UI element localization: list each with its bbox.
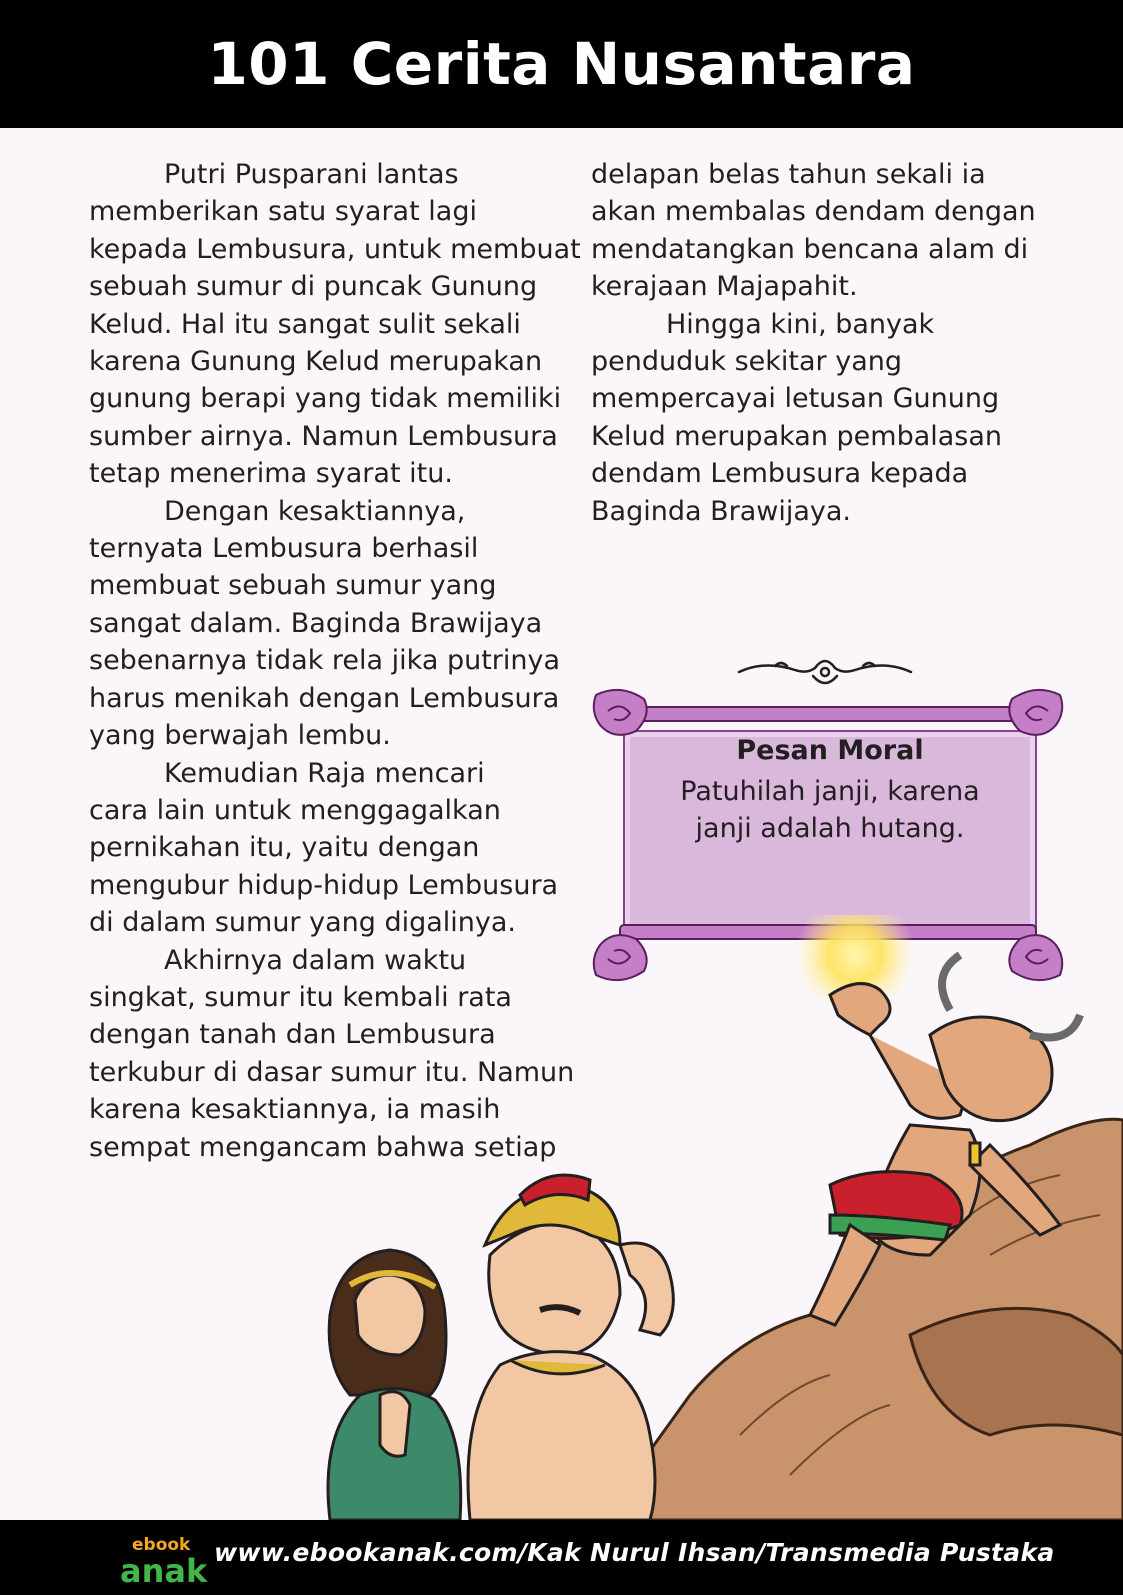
text-line: sumber airnya. Namun Lembusura <box>89 420 558 452</box>
moral-line: Patuhilah janji, karena <box>680 776 980 807</box>
text-line: Kelud merupakan pembalasan <box>591 420 1003 452</box>
ebookanak-logo-icon <box>120 1528 212 1588</box>
text-line: sebuah sumur di puncak Gunung <box>89 271 538 303</box>
text-line: yang berwajah lembu. <box>89 720 391 752</box>
text-line: tetap menerima syarat itu. <box>89 458 453 490</box>
text-line: akan membalas dendam dengan <box>591 196 1036 228</box>
text-line: dendam Lembusura kepada <box>591 458 969 490</box>
text-line: Putri Pusparani lantas <box>164 159 459 190</box>
text-line: ternyata Lembusura berhasil <box>89 533 479 565</box>
story-column-right <box>591 156 1061 530</box>
text-line: sangat dalam. Baginda Brawijaya <box>89 607 543 639</box>
text-line: sempat mengancam bahwa setiap <box>89 1131 557 1163</box>
logo-text-top: ebook <box>132 1535 191 1555</box>
text-line: harus menikah dengan Lembusura <box>89 682 560 714</box>
text-line: gunung berapi yang tidak memiliki <box>89 383 562 415</box>
moral-line: janji adalah hutang. <box>695 813 965 844</box>
text-line: kerajaan Majapahit. <box>591 271 858 303</box>
text-line: dengan tanah dan Lembusura <box>89 1019 496 1051</box>
text-line: penduduk sekitar yang <box>591 346 902 378</box>
text-line: Hingga kini, banyak <box>666 308 935 340</box>
text-line: Baginda Brawijaya. <box>591 495 851 527</box>
page-header <box>0 0 1123 128</box>
text-line: mempercayai letusan Gunung <box>591 383 1000 415</box>
text-line: singkat, sumur itu kembali rata <box>89 981 512 1013</box>
text-line: di dalam sumur yang digalinya. <box>89 907 517 939</box>
book-title: 101 Cerita Nusantara <box>207 30 916 98</box>
text-line: membuat sebuah sumur yang <box>89 570 497 602</box>
text-line: karena Gunung Kelud merupakan <box>89 346 543 378</box>
page-footer <box>0 1520 1123 1595</box>
king-brawijaya-figure-icon <box>468 1175 673 1520</box>
text-line: sebenarnya tidak rela jika putrinya <box>89 645 561 677</box>
moral-title: Pesan Moral <box>736 735 924 766</box>
text-line: mendatangkan bencana alam di <box>591 233 1029 265</box>
text-line: Kemudian Raja mencari <box>164 757 485 789</box>
text-line: kepada Lembusura, untuk membuat <box>89 233 581 265</box>
story-illustration <box>270 915 1123 1520</box>
logo-text-bottom: anak <box>120 1552 208 1588</box>
text-line: terkubur di dasar sumur itu. Namun <box>89 1056 575 1088</box>
text-line: pernikahan itu, yaitu dengan <box>89 832 480 864</box>
text-line: delapan belas tahun sekali ia <box>591 159 986 190</box>
text-line: Akhirnya dalam waktu <box>164 944 467 976</box>
moral-text <box>623 773 1037 847</box>
text-line: Dengan kesaktiannya, <box>164 495 466 527</box>
princess-pusparani-figure-icon <box>328 1250 461 1520</box>
text-line: karena kesaktiannya, ia masih <box>89 1094 501 1126</box>
text-line: Kelud. Hal itu sangat sulit sekali <box>89 308 521 340</box>
text-line: memberikan satu syarat lagi <box>89 196 477 228</box>
text-line: cara lain untuk menggagalkan <box>89 794 501 826</box>
text-line: mengubur hidup-hidup Lembusura <box>89 869 559 901</box>
footer-credit: www.ebookanak.com/Kak Nurul Ihsan/Transmedia Pustaka <box>214 1538 1055 1567</box>
